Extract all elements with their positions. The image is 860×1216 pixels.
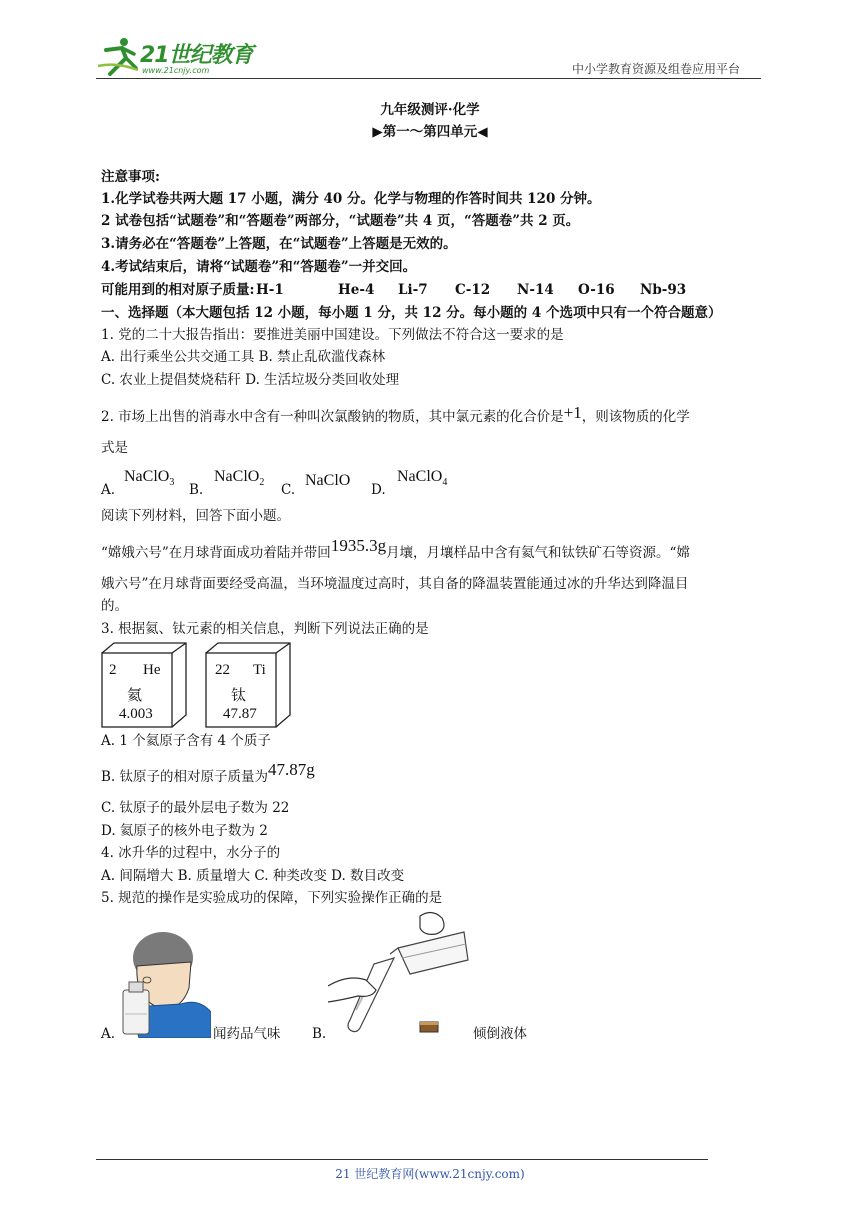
q5-stem: 5. 规范的操作是实验成功的保障，下列实验操作正确的是 (101, 890, 443, 906)
notice-heading: 注意事项: (101, 169, 160, 185)
section-heading: 一、选择题（本大题包括 12 小题，每小题 1 分，共 12 分。每小题的 4 个选项中只有一个符合题意） (101, 305, 722, 321)
page-title: 九年级测评·化学 (380, 102, 480, 118)
q3-option-c: C. 钛原子的最外层电子数为 22 (101, 800, 290, 816)
ti-symbol: Ti (253, 662, 266, 678)
logo-text: 21世纪教育 (140, 43, 253, 68)
element-card-ti (205, 642, 291, 728)
material-line-1b: 月壤，月壤样品中含有氦气和钛铁矿石等资源。“嫦 (386, 545, 690, 561)
header-logo (96, 34, 266, 78)
q4-stem: 4. 冰升华的过程中，水分子的 (101, 845, 281, 861)
ti-mass: 47.87 (223, 706, 257, 722)
atomic-mass-h: H-1 (256, 282, 284, 298)
q2-option-c-letter: C. (281, 482, 296, 498)
logo-url: www.21cnjy.com (142, 66, 210, 75)
he-symbol: He (143, 662, 161, 678)
material-mass: 1935.3g (330, 536, 387, 555)
q2-valence: +1 (563, 403, 582, 422)
atomic-mass-n: N-14 (517, 282, 554, 298)
q3-option-d: D. 氦原子的核外电子数为 2 (101, 823, 268, 839)
q3-stem: 3. 根据氦、钛元素的相关信息，判断下列说法正确的是 (101, 621, 429, 637)
element-card-he (101, 642, 187, 728)
q3-option-b (101, 760, 315, 787)
footer-rule (96, 1159, 708, 1160)
q2-stem (101, 403, 690, 427)
q3-option-b-text: B. 钛原子的相对原子质量为 (101, 769, 269, 785)
q1-options-1: A. 出行乘坐公共交通工具 B. 禁止乱砍滥伐森林 (101, 349, 386, 365)
material-line-1a: “嫦娥六号”在月球背面成功着陆并带回 (101, 545, 331, 561)
ti-name: 钛 (231, 688, 247, 704)
material-intro: 阅读下列材料，回答下面小题。 (101, 508, 290, 524)
q1-stem: 1. 党的二十大报告指出：要推进美丽中国建设。下列做法不符合这一要求的是 (101, 327, 564, 343)
atomic-mass-c: C-12 (455, 282, 491, 298)
q2-option-a-letter: A. (101, 482, 116, 498)
notice-item-1: 1.化学试卷共两大题 17 小题，满分 40 分。化学与物理的作答时间共 120 分钟。 (101, 191, 601, 207)
material-line-3: 的。 (101, 598, 128, 614)
header-rule (96, 78, 761, 79)
q1-options-2: C. 农业上提倡焚烧秸秆 D. 生活垃圾分类回收处理 (101, 372, 400, 388)
atomic-mass-nb: Nb-93 (640, 282, 687, 298)
ti-number: 22 (215, 662, 230, 678)
q5-option-b-caption: 倾倒液体 (473, 1026, 527, 1042)
notice-item-4: 4.考试结束后，请将“试题卷”和“答题卷”一并交回。 (101, 259, 417, 275)
material-line-2: 娥六号”在月球背面要经受高温，当环境温度过高时，其自备的降温装置能通过冰的升华达到降温目 (101, 576, 689, 592)
q3-option-a: A. 1 个氦原子含有 4 个质子 (101, 733, 271, 749)
q3-option-b-value: 47.87g (268, 760, 315, 779)
q2-option-c-formula: NaClO (305, 472, 351, 489)
smelling-chemical-illustration (119, 928, 211, 1038)
he-mass: 4.003 (119, 706, 153, 722)
q5-option-a-letter: A. (101, 1026, 116, 1042)
q2-option-d-letter: D. (371, 482, 386, 498)
he-name: 氦 (127, 688, 143, 704)
q2-option-b-formula: NaClO$_2$ (214, 468, 265, 489)
q2-stem-a: 2. 市场上出售的消毒水中含有一种叫次氯酸钠的物质，其中氯元素的化合价是 (101, 409, 564, 425)
notice-item-3: 3.请务必在“答题卷”上答题，在“试题卷”上答题是无效的。 (101, 236, 457, 252)
atomic-mass-li: Li-7 (398, 282, 428, 298)
footer-text: 21 世纪教育网(www.21cnjy.com) (335, 1167, 525, 1181)
q2-options (101, 468, 501, 498)
runner-logo-icon (96, 36, 140, 76)
header-platform-text: 中小学教育资源及组卷应用平台 (572, 62, 741, 76)
he-number: 2 (109, 662, 117, 678)
q2-option-a-formula: NaClO$_3$ (124, 468, 175, 489)
q2-option-b-letter: B. (189, 482, 204, 498)
pouring-liquid-illustration (328, 910, 473, 1035)
notice-item-2: 2 试卷包括“试题卷”和“答题卷”两部分，“试题卷”共 4 页，“答题卷”共 2 页。 (101, 213, 580, 229)
q4-options: A. 间隔增大 B. 质量增大 C. 种类改变 D. 数目改变 (101, 868, 405, 884)
q2-option-d-formula: NaClO$_4$ (397, 468, 448, 489)
atomic-mass-he: He-4 (338, 282, 375, 298)
atomic-mass-label: 可能用到的相对原子质量: (101, 282, 255, 298)
page-subtitle: ▶第一～第四单元◀ (372, 124, 488, 140)
material-line-1 (101, 536, 690, 563)
q2-stem-b: ，则该物质的化学 (581, 409, 690, 425)
q5-option-b-letter: B. (312, 1026, 327, 1042)
q2-stem-line2: 式是 (101, 440, 128, 456)
atomic-mass-o: O-16 (578, 282, 615, 298)
q5-option-a-caption: 闻药品气味 (213, 1026, 281, 1042)
